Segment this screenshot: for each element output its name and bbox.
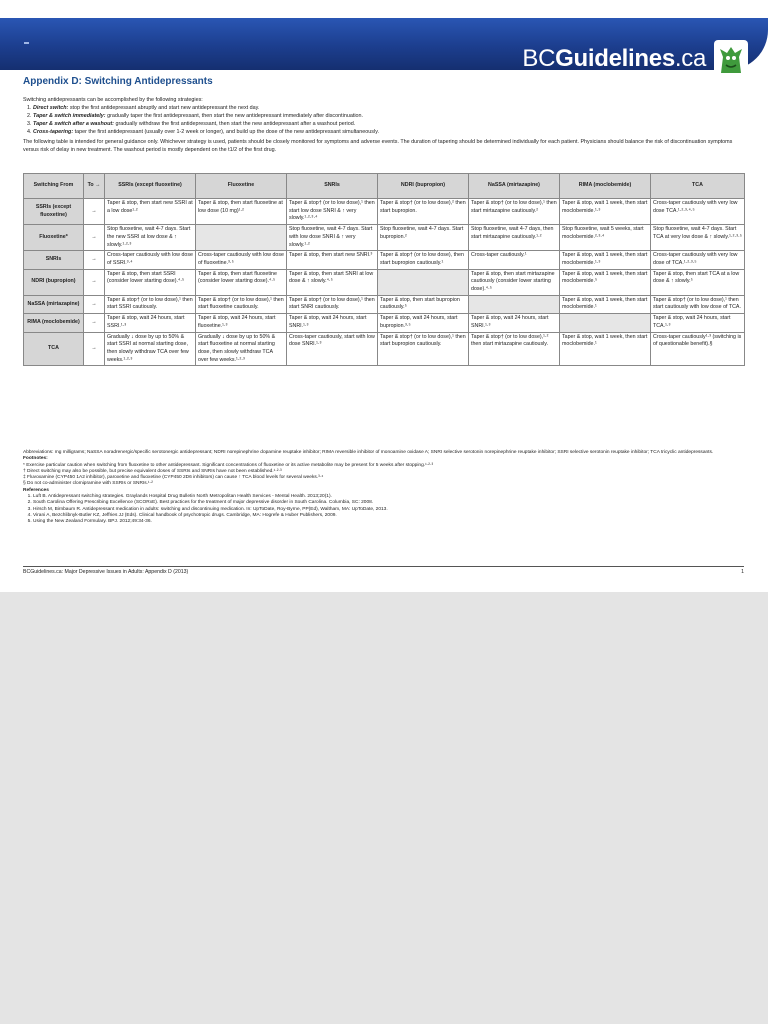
table-cell: Taper & stop, then start new SSRI at a low dose¹·² xyxy=(105,199,196,225)
table-cell: Stop fluoxetine, wait 4-7 days. Start with low dose SNRI & ↑ very slowly.¹·² xyxy=(287,225,378,251)
table-cell: Stop fluoxetine, wait 4-7 days. Start TCA at very low dose & ↑ slowly.¹·²·³·⁵ xyxy=(651,225,745,251)
strategy-term: Cross-tapering: xyxy=(33,129,74,135)
col-header-target: NaSSA (mirtazapine) xyxy=(469,174,560,199)
table-row xyxy=(24,314,745,332)
table-cell: Cross-taper cautiously¹·³ (switching is of questionable benefit).§ xyxy=(651,332,745,366)
table-cell: Cross-taper cautiously with very low dose TCA.¹·²·³·⁴·⁵ xyxy=(651,199,745,225)
footnote: ‡ Fluvoxamine (CYP450 1A2 inhibitor), paroxetine and fluoxetine (CYP450 2D6 inhibitors) can cause ↑ TCA blood levels for several weeks.³·⁴ xyxy=(23,475,324,481)
table-cell: Stop fluoxetine, wait 4-7 days. Start the new SSRI at low dose & ↑ slowly.¹·²·³ xyxy=(105,225,196,251)
table-header-row xyxy=(24,174,745,199)
table-cell: Taper & stop, wait 1 week, then start moclobemide.⁵ xyxy=(560,269,651,295)
col-header-target: RIMA (moclobemide) xyxy=(560,174,651,199)
arrow-cell: → xyxy=(84,295,105,313)
page-title: Appendix D: Switching Antidepressants xyxy=(23,76,213,87)
strategy-text: gradually taper the first antidepressant, then start the new antidepressant immediately after discontinuation. xyxy=(105,113,364,119)
table-cell: Gradually ↓ dose by up to 50% & start fluoxetine at normal starting dose, then slowly withdraw TCA over few weeks.¹·²·³ xyxy=(196,332,287,366)
table-cell: Cross-taper cautiously with low dose of SSRI.³·⁴ xyxy=(105,251,196,269)
abbreviations: Abbreviations: mg milligrams; NaSSA noradrenergic/specific serotonergic antidepressant; NDRI norepinephrine dopamine reuptake inhibitor; RIMA reversible inhibitor of monoamine oxidase A; SNRI selective serotonin norepinephrine reuptake inhibitor; SSRI selective serotonin reuptake inhibitor; TCA tricyclic antidepressants. xyxy=(23,450,714,455)
strategy-term: Taper & switch after a washout: xyxy=(33,121,114,127)
reference-list xyxy=(23,494,748,525)
table-cell: Taper & stop, then start new SNRI.³ xyxy=(287,251,378,269)
intro-guidance: The following table is intended for general guidance only. Whichever strategy is used, patients should be closely monitored for symptoms and adverse events. The duration of tapering should be determined individually for each patient. Physicians should balance the risk of discontinuation symptoms versus risk of delay in new treatment. The washout period is mostly dependent on the t1/2 of the first drug. xyxy=(23,139,733,153)
header-banner xyxy=(0,18,768,70)
table-cell: Taper & stop, wait 24 hours, start SSRI.¹·³ xyxy=(105,314,196,332)
table-cell: Taper & stop, wait 1 week, then start moclobemide.¹ xyxy=(560,295,651,313)
table-row xyxy=(24,269,745,295)
arrow-cell: → xyxy=(84,199,105,225)
footnotes-heading: Footnotes: xyxy=(23,456,48,462)
row-header: Fluoxetine* xyxy=(24,225,84,251)
table-cell-empty xyxy=(560,314,651,332)
table-row xyxy=(24,332,745,366)
brand-prefix: BC xyxy=(522,45,556,72)
strategy-item xyxy=(33,104,748,112)
footnote: § Do not co-administer clomipramine with SSRIs or SNRIs.¹·² xyxy=(23,481,153,487)
table-cell: Cross-taper cautiously, start with low dose SNRI.¹·³ xyxy=(287,332,378,366)
brand-main: Guidelines xyxy=(555,45,675,72)
row-header: SNRIs xyxy=(24,251,84,269)
site-logo[interactable] xyxy=(522,45,706,73)
table-cell: Taper & stop, then start SSRI (consider lower starting dose).⁴·⁵ xyxy=(105,269,196,295)
col-header-target: NDRI (bupropion) xyxy=(378,174,469,199)
table-row xyxy=(24,225,745,251)
strategy-item xyxy=(33,120,748,128)
table-cell: Cross-taper cautiously with very low dose of TCA.¹·²·³·⁵ xyxy=(651,251,745,269)
footnote: † Direct switching may also be possible, but precise equivalent doses of SSRIs and SNRIs have not been established.¹·²·³ xyxy=(23,468,282,474)
table-cell: Taper & stop, wait 1 week, then start moclobemide.¹·³ xyxy=(560,251,651,269)
table-cell-empty xyxy=(196,225,287,251)
table-cell: Stop fluoxetine, wait 4-7 days, then start mirtazapine cautiously.¹·² xyxy=(469,225,560,251)
col-header-target: SNRIs xyxy=(287,174,378,199)
footer-source: BCGuidelines.ca: Major Depressive Issues in Adults: Appendix D (2013) xyxy=(23,569,189,575)
reference-item: 4. Virani A, Bezchlibnyk-Butler KZ, Jeffries JJ (Eds). Clinical handbook of psychotropic drugs. Cambridge, MA: Hogrefe & Huber Publishers, 2009. xyxy=(33,513,748,519)
table-cell: Taper & stop, wait 24 hours, start SNRI.¹·³ xyxy=(287,314,378,332)
strategy-term: Direct switch: xyxy=(33,105,69,111)
table-cell: Stop fluoxetine, wait 5 weeks, start moclobemide.²·³·⁴ xyxy=(560,225,651,251)
table-cell: Cross-taper cautiously with low dose of fluoxetine.³·⁵ xyxy=(196,251,287,269)
notes-section xyxy=(23,450,748,526)
table-cell: Taper & stop† (or to low dose),¹·² then start mirtazapine cautiously. xyxy=(469,332,560,366)
arrow-cell: → xyxy=(84,314,105,332)
table-cell-empty xyxy=(378,269,469,295)
strategy-list xyxy=(23,104,748,136)
strategy-item xyxy=(33,112,748,120)
arrow-cell: → xyxy=(84,251,105,269)
strategy-text: gradually withdraw the first antidepressant, then start the new antidepressant after a washout period. xyxy=(113,121,356,127)
table-row xyxy=(24,251,745,269)
row-header: NDRI (bupropion) xyxy=(24,269,84,295)
reference-item: 1. Luft B. Antidepressant switching strategies. Graylands Hospital Drug Bulletin North Metropolitan Health Services - Mental Health. 2013;20(1). xyxy=(33,494,748,500)
table-cell: Taper & stop, wait 1 week, then start moclobemide.¹·³ xyxy=(560,199,651,225)
col-header-target: TCA xyxy=(651,174,745,199)
table-cell: Taper & stop, then start bupropion cautiously.⁵ xyxy=(378,295,469,313)
intro-lead: Switching antidepressants can be accomplished by the following strategies: xyxy=(23,97,203,103)
table-cell: Taper & stop† (or to low dose), then start bupropion cautiously.¹ xyxy=(378,251,469,269)
table-cell: Taper & stop† (or to low dose),¹ then start cautiously with low dose of TCA. xyxy=(651,295,745,313)
table-cell: Taper & stop, then start mirtazapine cautiously (consider lower starting dose).⁴·⁵ xyxy=(469,269,560,295)
strategy-text: stop the first antidepressant abruptly and start new antidepressant the next day. xyxy=(68,105,260,111)
table-cell: Taper & stop, wait 24 hours, start SNRI.¹·³ xyxy=(469,314,560,332)
strategy-term: Taper & switch immediately: xyxy=(33,113,106,119)
brand-suffix: .ca xyxy=(674,45,706,72)
arrow-cell: → xyxy=(84,269,105,295)
table-cell: Cross-taper cautiously.¹ xyxy=(469,251,560,269)
strategy-item xyxy=(33,128,748,136)
table-cell-empty xyxy=(469,295,560,313)
strategy-text: taper the first antidepressant (usually over 1-2 week or longer), and build up the dose of the new antidepressant simultaneously. xyxy=(73,129,379,135)
col-header-target: Fluoxetine xyxy=(196,174,287,199)
table-cell: Taper & stop, wait 24 hours, start TCA.¹·³ xyxy=(651,314,745,332)
table-cell: Taper & stop† (or to low dose),¹ then start SSRI cautiously. xyxy=(105,295,196,313)
reference-item: 2. South Carolina Offering Prescribing Excellence (SCORxE). Best practices for the treatment of major depressive disorder in South Carolina. Columbia, SC: 2008. xyxy=(33,500,748,506)
table-row xyxy=(24,295,745,313)
table-cell: Taper & stop, then start SNRI at low dose & ↑ slowly.⁴·⁵ xyxy=(287,269,378,295)
table-cell: Taper & stop, wait 1 week, then start moclobemide.¹ xyxy=(560,332,651,366)
row-header: NaSSA (mirtazapine) xyxy=(24,295,84,313)
intro-section xyxy=(23,96,748,154)
table-cell: Taper & stop, wait 24 hours, start fluoxetine.¹·³ xyxy=(196,314,287,332)
switching-table xyxy=(23,173,745,366)
footnote: * Exercise particular caution when switching from fluoxetine to other antidepressant. Significant concentrations of fluoxetine or its active metabolite may be present for 5 weeks after stopping.¹·²·³ xyxy=(23,462,434,468)
table-cell: Taper & stop† (or to low dose),¹ then start SNRI cautiously. xyxy=(287,295,378,313)
table-cell: Taper & stop, then start fluoxetine at low dose (10 mg)¹·² xyxy=(196,199,287,225)
col-header-from: Switching From xyxy=(24,174,84,199)
table-cell: Stop fluoxetine, wait 4-7 days. Start bupropion.² xyxy=(378,225,469,251)
table-cell: Taper & stop† (or to low dose),¹ then start low dose SNRI & ↑ very slowly.¹·²·³·⁴ xyxy=(287,199,378,225)
page-footer xyxy=(23,566,744,575)
table-cell: Gradually ↓ dose by up to 50% & start SSRI at normal starting dose, then slowly withdraw TCA over few weeks.¹·²·³ xyxy=(105,332,196,366)
reference-item: 5. Using the New Zealand Formulary. BPJ. 2012;49:34-36. xyxy=(33,519,748,525)
arrow-cell: → xyxy=(84,225,105,251)
table-row xyxy=(24,199,745,225)
table-cell: Taper & stop† (or to low dose),¹ then start bupropion cautiously. xyxy=(378,332,469,366)
banner-mark xyxy=(24,42,29,44)
arrow-cell: → xyxy=(84,332,105,366)
page-number: 1 xyxy=(741,569,744,575)
table-cell: Taper & stop, then start fluoxetine (consider lower starting dose).⁴·⁵ xyxy=(196,269,287,295)
col-header-target: SSRIs (except fluoxetine) xyxy=(105,174,196,199)
references-heading: References xyxy=(23,487,49,493)
table-cell: Taper & stop† (or to low dose),¹ then start fluoxetine cautiously. xyxy=(196,295,287,313)
table-cell: Taper & stop† (or to low dose),¹ then start mirtazapine cautiously.² xyxy=(469,199,560,225)
table-cell: Taper & stop, wait 24 hours, start bupropion.³·⁵ xyxy=(378,314,469,332)
reference-item: 3. Hirsch M, Birnbaum R. Antidepressant medication in adults: switching and discontinuing medication. In: UpToDate, Roy-Byrne, PP(Ed), Waltham, MA: UpToDate, 2013. xyxy=(33,507,748,513)
row-header: SSRIs (except fluoxetine) xyxy=(24,199,84,225)
col-header-to: To → xyxy=(84,174,105,199)
row-header: RIMA (moclobemide) xyxy=(24,314,84,332)
row-header: TCA xyxy=(24,332,84,366)
table-cell: Taper & stop, then start TCA at a low dose & ↑ slowly.⁵ xyxy=(651,269,745,295)
table-cell: Taper & stop† (or to low dose),² then start bupropion. xyxy=(378,199,469,225)
bc-mascot-icon xyxy=(714,40,748,80)
